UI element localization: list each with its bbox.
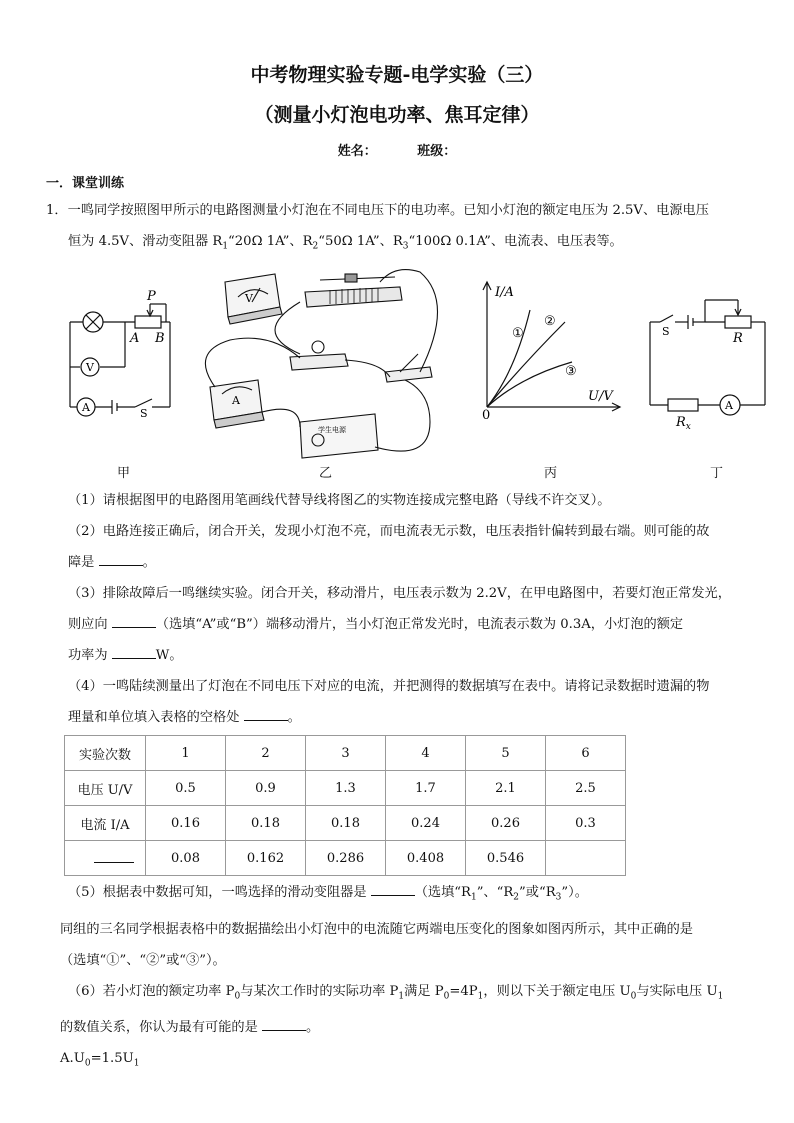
class-label: 班级： [417, 144, 457, 159]
answer-blank[interactable] [262, 1018, 306, 1031]
answer-blank[interactable] [244, 708, 288, 721]
answer-blank[interactable] [112, 615, 156, 628]
label-a: A [130, 331, 140, 346]
section-heading: 一．课堂训练 [46, 176, 125, 191]
answer-blank[interactable] [371, 883, 415, 896]
subq-5-line1: （5）根据表中数据可知，一鸣选择的滑动变阻器是 （选填“$R_1$”、“$R_2$”或“$R_3$”）。 [68, 885, 588, 903]
option-a: $A.U_0=1.5U_1$ [60, 1051, 140, 1069]
subq-3-line3: 功率为 W。 [68, 648, 183, 663]
caption-bing: 丙 [544, 466, 558, 481]
table-row: 电流 I/A 0.16 0.18 0.18 0.24 0.26 0.3 [65, 806, 626, 841]
question-1-stem [46, 195, 746, 263]
table-row: 电压 U/V 0.5 0.9 1.3 1.7 2.1 2.5 [65, 771, 626, 806]
table-blank-cell[interactable] [65, 841, 146, 876]
subq-3-line1: （3）排除故障后一鸣继续实验。闭合开关，移动滑片，电压表示数为 2.2V，在甲电路图中，若要灯泡正常发光， [68, 586, 731, 601]
caption-ding: 丁 [710, 466, 724, 481]
switch-label: S [140, 407, 148, 420]
subq-4-line2: 理量和单位填入表格的空格处 。 [68, 710, 301, 725]
subq-2-line2: 障是 。 [68, 555, 156, 570]
caption-yi: 乙 [319, 466, 333, 481]
figure-panel [0, 262, 794, 477]
q1-line2: 恒为 4.5V、滑动变阻器 $R_1“20\Omega$ 1A”、$R_2“50\Omega$ 1A”、$R_3“100\Omega$ 0.1A”、电流表、电压表等。 [68, 234, 623, 252]
subq-1: （1）请根据图甲的电路图用笔画线代替导线将图乙的实物连接成完整电路（导线不许交叉）。 [68, 493, 611, 508]
subq-2-line1: （2）电路连接正确后，闭合开关，发现小灯泡不亮，而电流表无示数，电压表指针偏转到最右端。则可能的故 [68, 524, 710, 539]
data-table [64, 735, 626, 876]
y-axis-label: I/A [495, 285, 514, 300]
power-supply-label: 学生电源 [318, 426, 346, 434]
circuit-diagram-ding [650, 300, 765, 415]
curve-3-label: ③ [565, 364, 577, 379]
caption-jia: 甲 [117, 466, 131, 481]
answer-blank[interactable] [99, 553, 143, 566]
subq-6-line2: 的数值关系，你认为最有可能的是 。 [60, 1020, 320, 1036]
sub-questions-1-3 [46, 485, 746, 733]
voltmeter-symbol: V [86, 361, 94, 374]
table-row: 0.08 0.162 0.286 0.408 0.546 [65, 841, 626, 876]
curve-1-label: ① [512, 326, 524, 341]
subq-6-line1: （6）若小灯泡的额定功率 $P_0$与某次工作时的实际功率 $P_1$满足 $P_0=4P_1$，则以下关于额定电压 $U_0$与实际电压 $U_1$ [68, 983, 724, 1002]
x-axis-label: U/V [588, 389, 613, 404]
subq-4-line1: （4）一鸣陆续测量出了灯泡在不同电压下对应的电流，并把测得的数据填写在表中。请将记录数据时遗漏的物 [68, 679, 710, 694]
ammeter-symbol-ding: A [725, 399, 733, 412]
rheostat-label: R [733, 331, 743, 346]
curve-2-label: ② [544, 314, 556, 329]
ammeter-symbol: A [82, 401, 90, 414]
subq-5-line2: 同组的三名同学根据表格中的数据描绘出小灯泡中的电流随它两端电压变化的图象如图丙所示，其中正确的是 [60, 921, 693, 937]
ammeter-device-label: A [232, 394, 240, 407]
answer-blank[interactable] [112, 646, 156, 659]
sub-questions-5-6 [46, 877, 746, 1080]
subq-3-line2: 则应向 （选填“A”或“B”）端移动滑片，当小灯泡正常发光时，电流表示数为 0.3A，小灯泡的额定 [68, 617, 684, 632]
circuit-diagram-jia [70, 304, 170, 416]
name-label: 姓名： [337, 144, 377, 159]
page-subtitle: （测量小灯泡电功率、焦耳定律） [254, 104, 540, 126]
label-b: B [155, 331, 165, 346]
q1-line1: 1．一鸣同学按照图甲所示的电路图测量小灯泡在不同电压下的电功率。已知小灯泡的额定电压为 2.5V、电源电压 [46, 203, 709, 218]
page-title: 中考物理实验专题-电学实验（三） [250, 64, 544, 86]
table-row: 实验次数 1 2 3 4 5 6 [65, 736, 626, 771]
switch-label-ding: S [662, 325, 670, 338]
subq-5-line3: （选填“①”、“②”或“③”）。 [60, 952, 226, 968]
origin-label: 0 [482, 408, 491, 423]
label-p: P [147, 289, 156, 304]
voltmeter-device-label: V [245, 292, 253, 305]
student-info [0, 140, 794, 159]
resistor-rx-label: $R_x$ [676, 415, 691, 432]
